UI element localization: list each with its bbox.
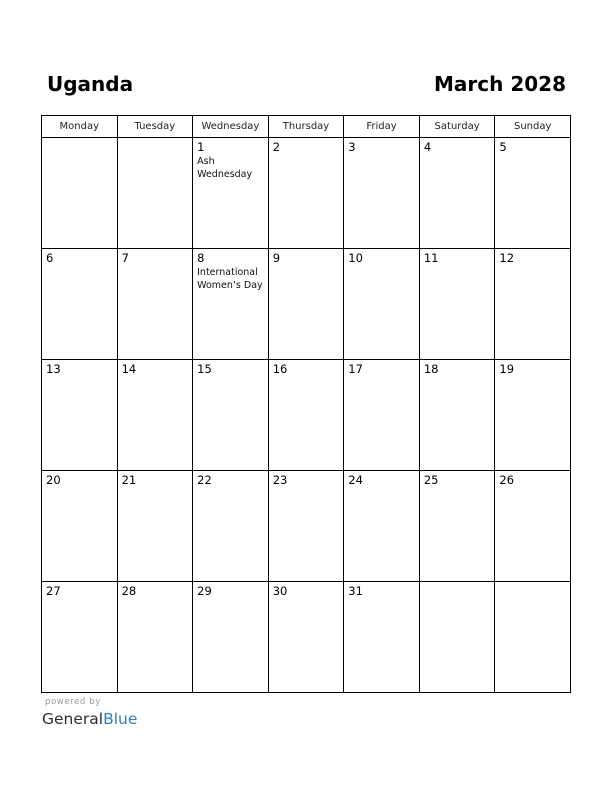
day-cell [42, 138, 118, 249]
day-number: 20 [46, 473, 61, 487]
day-number: 31 [348, 584, 363, 598]
day-cell [193, 138, 269, 249]
day-number: 5 [499, 140, 507, 154]
weekday-header-friday: Friday [344, 116, 420, 138]
day-number: 16 [272, 362, 288, 376]
weekday-header-saturday: Saturday [419, 116, 495, 138]
weekday-header-thursday: Thursday [268, 116, 344, 138]
day-cell-content [118, 249, 193, 266]
week-row [42, 471, 571, 582]
day-cell [495, 138, 571, 249]
powered-by-text: powered by [45, 697, 101, 707]
day-cell [268, 249, 344, 360]
day-cell [419, 360, 495, 471]
day-cell [419, 582, 495, 693]
day-cell [117, 582, 193, 693]
day-cell [117, 138, 193, 249]
day-number: 13 [46, 362, 61, 376]
day-cell-content [420, 471, 495, 488]
day-cell-content [42, 471, 117, 488]
day-cell-content [495, 471, 570, 488]
day-number: 25 [423, 473, 439, 487]
day-number: 21 [121, 473, 137, 487]
calendar-grid [41, 115, 571, 693]
day-cell-content [42, 360, 117, 377]
day-cell-content [420, 360, 495, 377]
day-number: 14 [121, 362, 137, 376]
day-cell-content [495, 138, 570, 155]
day-number: 29 [197, 584, 212, 598]
day-cell-content [344, 582, 419, 599]
day-number: 11 [423, 251, 439, 265]
day-cell [117, 249, 193, 360]
day-number: 3 [348, 140, 356, 154]
logo-general-text: General [42, 710, 104, 728]
day-number: 4 [423, 140, 432, 154]
day-cell-content [193, 138, 268, 181]
day-cell [495, 249, 571, 360]
day-cell-content [118, 138, 193, 140]
week-row [42, 582, 571, 693]
day-cell-content [344, 360, 419, 377]
day-cell [419, 249, 495, 360]
day-cell [193, 360, 269, 471]
day-cell [344, 582, 420, 693]
country-title: Uganda [47, 72, 134, 96]
holiday-label: International Women’s Day [197, 267, 263, 291]
day-cell [268, 471, 344, 582]
day-cell [42, 249, 118, 360]
day-cell [193, 249, 269, 360]
day-cell [42, 471, 118, 582]
day-cell-content [42, 138, 117, 140]
day-cell [268, 360, 344, 471]
day-cell-content [193, 249, 268, 292]
day-number: 26 [499, 473, 515, 487]
weekday-header-monday: Monday [42, 116, 118, 138]
day-cell [344, 138, 420, 249]
day-cell-content [495, 582, 570, 584]
generalblue-logo [42, 709, 137, 729]
day-cell [495, 471, 571, 582]
day-cell-content [118, 471, 193, 488]
day-number: 18 [423, 362, 439, 376]
day-cell-content [344, 249, 419, 266]
weekday-header-wednesday: Wednesday [193, 116, 269, 138]
day-number: 9 [272, 251, 281, 265]
week-row [42, 138, 571, 249]
day-number: 22 [197, 473, 212, 487]
day-cell-content [193, 582, 268, 599]
day-cell [268, 138, 344, 249]
weekday-header-row [42, 116, 571, 138]
day-number: 8 [197, 251, 205, 265]
day-number: 7 [121, 251, 129, 265]
generalblue-branding [42, 697, 137, 729]
day-cell [344, 360, 420, 471]
day-number: 2 [272, 140, 281, 154]
day-cell [344, 249, 420, 360]
day-number: 10 [348, 251, 363, 265]
week-row [42, 360, 571, 471]
holiday-label: Ash Wednesday [197, 156, 253, 180]
day-number: 30 [272, 584, 288, 598]
weekday-header-sunday: Sunday [495, 116, 571, 138]
day-number: 12 [499, 251, 515, 265]
logo-blue-text: Blue [103, 710, 138, 728]
day-cell-content [269, 582, 344, 599]
day-cell [419, 138, 495, 249]
day-cell-content [269, 138, 344, 155]
week-row [42, 249, 571, 360]
day-cell [419, 471, 495, 582]
day-cell-content [193, 360, 268, 377]
weekday-header-tuesday: Tuesday [117, 116, 193, 138]
day-cell-content [118, 582, 193, 599]
day-cell [344, 471, 420, 582]
day-number: 6 [46, 251, 54, 265]
day-cell-content [42, 249, 117, 266]
day-cell-content [118, 360, 193, 377]
day-cell [117, 360, 193, 471]
day-cell-content [193, 471, 268, 488]
day-number: 28 [121, 584, 137, 598]
day-number: 24 [348, 473, 363, 487]
day-cell [42, 360, 118, 471]
day-cell-content [269, 471, 344, 488]
day-cell-content [344, 138, 419, 155]
day-cell [42, 582, 118, 693]
day-cell [193, 471, 269, 582]
day-cell [495, 360, 571, 471]
month-year-title: March 2028 [434, 72, 566, 96]
day-cell-content [344, 471, 419, 488]
day-cell [117, 471, 193, 582]
day-cell-content [420, 582, 495, 584]
day-number: 23 [272, 473, 288, 487]
day-number: 17 [348, 362, 363, 376]
day-cell-content [495, 360, 570, 377]
day-cell-content [420, 249, 495, 266]
day-number: 19 [499, 362, 515, 376]
day-cell [268, 582, 344, 693]
day-number: 15 [197, 362, 212, 376]
day-number: 27 [46, 584, 61, 598]
day-cell [495, 582, 571, 693]
day-cell [193, 582, 269, 693]
day-cell-content [269, 249, 344, 266]
day-cell-content [42, 582, 117, 599]
day-number: 1 [197, 140, 205, 154]
day-cell-content [420, 138, 495, 155]
day-cell-content [495, 249, 570, 266]
day-cell-content [269, 360, 344, 377]
